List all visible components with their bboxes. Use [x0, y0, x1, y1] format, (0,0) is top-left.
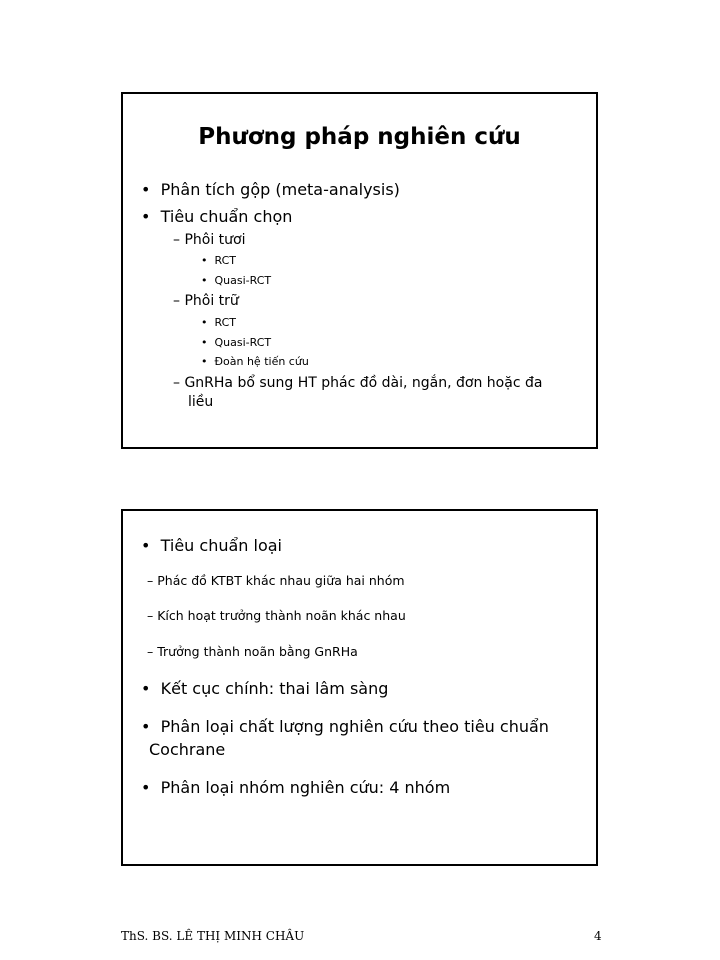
footer-author: ThS. BS. LÊ THỊ MINH CHÂU — [121, 929, 305, 943]
bullet-icon: • — [141, 536, 151, 555]
slide-2 — [121, 509, 598, 866]
slide-1 — [121, 92, 598, 449]
slide-title: Phương pháp nghiên cứu — [198, 124, 521, 150]
bullet-icon: • — [201, 254, 208, 267]
sub-item-gnrha-continued: liều — [188, 394, 214, 410]
bullet-study-groups: • Phân loại nhóm nghiên cứu: 4 nhóm — [141, 778, 451, 797]
bullet-meta-analysis: • Phân tích gộp (meta-analysis) — [141, 180, 400, 199]
bullet-inclusion-criteria: • Tiêu chuẩn chọn — [141, 207, 293, 226]
dash-icon: – — [147, 608, 154, 623]
sub-item-fresh-embryo: – Phôi tươi — [173, 232, 246, 248]
bullet-quality-rating-continued: Cochrane — [149, 740, 226, 759]
bullet-icon: • — [141, 679, 151, 698]
dash-icon: – — [173, 293, 180, 309]
dash-icon: – — [147, 573, 154, 588]
list-item: • Quasi-RCT — [201, 336, 272, 349]
sub-item-frozen-embryo: – Phôi trữ — [173, 293, 239, 309]
bullet-icon: • — [201, 274, 208, 287]
bullet-icon: • — [141, 180, 151, 199]
bullet-exclusion-criteria: • Tiêu chuẩn loại — [141, 536, 282, 555]
bullet-quality-rating: • Phân loại chất lượng nghiên cứu theo tiêu chuẩn — [141, 717, 549, 736]
exclusion-item-gnrha-trigger: – Trưởng thành noãn bằng GnRHa — [147, 644, 358, 659]
bullet-icon: • — [201, 316, 208, 329]
bullet-primary-outcome: • Kết cục chính: thai lâm sàng — [141, 679, 389, 698]
bullet-icon: • — [201, 336, 208, 349]
exclusion-item-protocol: – Phác đồ KTBT khác nhau giữa hai nhóm — [147, 573, 405, 588]
exclusion-item-trigger: – Kích hoạt trưởng thành noãn khác nhau — [147, 608, 406, 623]
list-item: • Quasi-RCT — [201, 274, 272, 287]
dash-icon: – — [147, 644, 154, 659]
dash-icon: – — [173, 232, 180, 248]
bullet-icon: • — [141, 207, 151, 226]
list-item: • RCT — [201, 254, 236, 267]
dash-icon: – — [173, 375, 180, 391]
list-item: • RCT — [201, 316, 236, 329]
sub-item-gnrha: – GnRHa bổ sung HT phác đồ dài, ngắn, đơn hoặc đa — [173, 375, 543, 391]
bullet-icon: • — [201, 355, 208, 368]
page-number: 4 — [594, 929, 602, 943]
bullet-icon: • — [141, 778, 151, 797]
list-item: • Đoàn hệ tiến cứu — [201, 355, 309, 368]
bullet-icon: • — [141, 717, 151, 736]
